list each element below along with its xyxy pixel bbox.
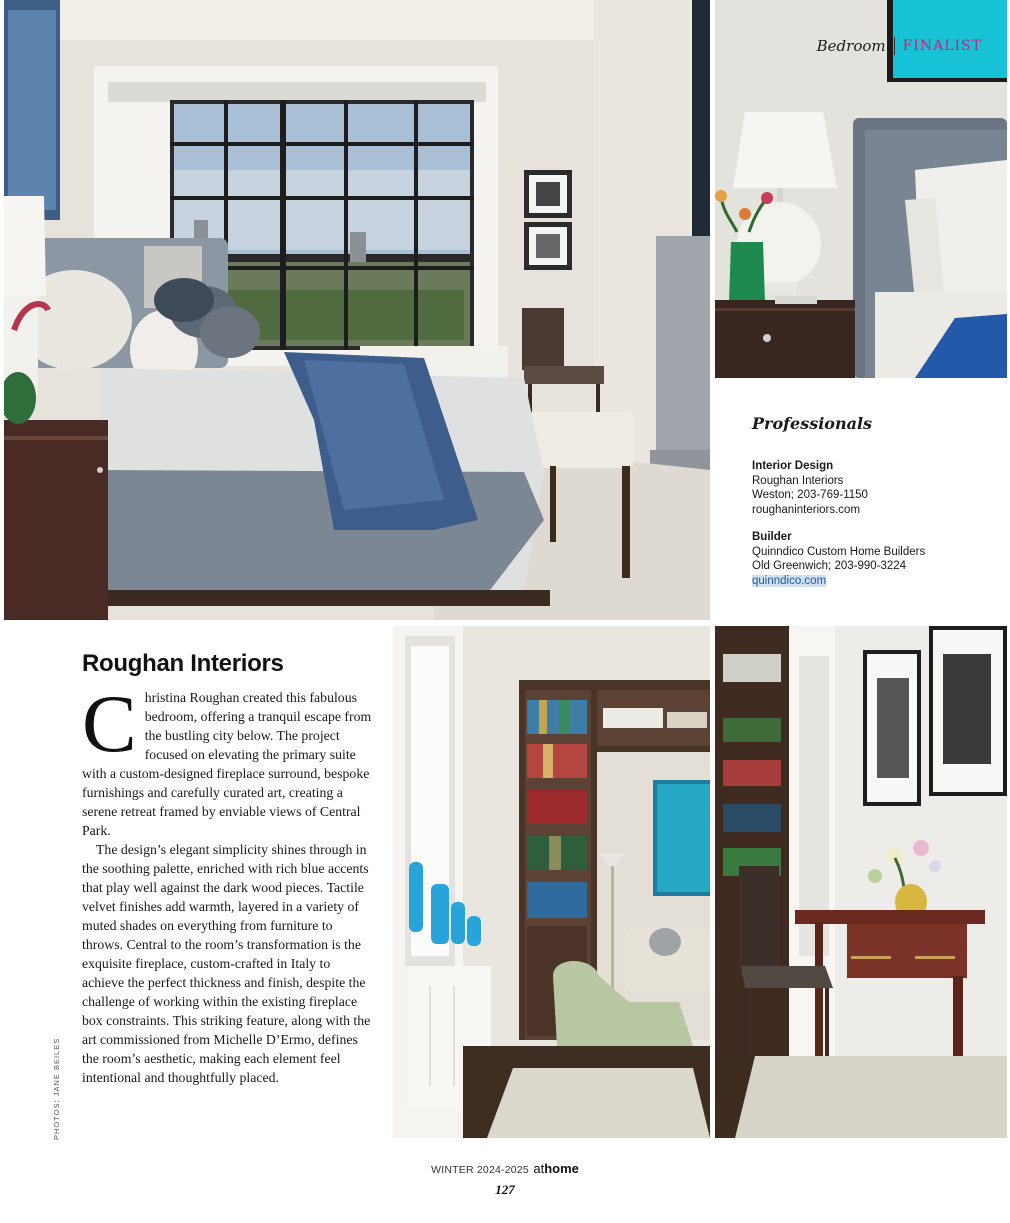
professionals-title: Professionals — [752, 414, 873, 433]
credit-label: Interior Design — [752, 460, 834, 472]
magazine-logo: athome — [533, 1161, 579, 1176]
bedroom-main-photo — [4, 0, 710, 620]
page-number: 127 — [495, 1182, 515, 1197]
paragraph-text: hristina Roughan created this fabulous bedroom, offering a tranquil escape from the bustling city below. The project focused on elevating the primary suite with a custom-designed fireplace surround, bespoke furnishings and carefully curated art, creating a serene retreat framed by enviable views of Central Park. — [82, 690, 372, 838]
credit-website[interactable]: roughaninteriors.com — [752, 503, 861, 516]
desk-vignette-photo — [715, 626, 1007, 1138]
photo-credit: PHOTOS: JANE BEILES — [52, 1037, 61, 1140]
article-headline: Roughan Interiors — [82, 650, 284, 677]
credit-label: Builder — [752, 531, 792, 543]
bookshelf-sitting-area-photo — [393, 626, 710, 1138]
issue-date: WINTER 2024-2025 — [431, 1164, 529, 1176]
article-paragraph-2: The design’s elegant simplicity shines through in the soothing palette, enriched with rich blue accents that play well against the dark wood pieces. Tactile velvet finishes add warmth, layered in a variety of muted shades on everything from furniture to throws. Central to the room’s transformation is the exquisite fireplace, custom-crafted in Italy to achieve the perfect thickness and finish, despite the challenge of working within the existing fireplace box constraints. This striking feature, along with the art commissioned from Michelle D’Ermo, defines the room’s aesthetic, making each element feel intentional and thoughtfully placed. — [82, 842, 371, 1085]
category-name: Bedroom — [816, 37, 886, 55]
article — [82, 650, 372, 1087]
bedside-detail-photo — [715, 0, 1007, 378]
builder-credit — [752, 530, 992, 588]
page-footer — [0, 1160, 1010, 1198]
article-paragraph — [82, 678, 372, 840]
interior-design-credit — [752, 459, 992, 517]
professionals-section — [752, 414, 992, 601]
credit-company: Roughan Interiors — [752, 474, 844, 487]
finalist-badge: FINALIST — [902, 38, 982, 54]
credit-phone: Weston; 203-769-1150 — [752, 489, 868, 501]
credit-website[interactable]: quinndico.com — [752, 574, 827, 587]
drop-cap: C — [82, 678, 137, 769]
category-label — [817, 36, 982, 56]
credit-company: Quinndico Custom Home Builders — [752, 545, 926, 558]
category-divider — [894, 37, 895, 55]
credit-phone: Old Greenwich; 203-990-3224 — [752, 560, 907, 572]
